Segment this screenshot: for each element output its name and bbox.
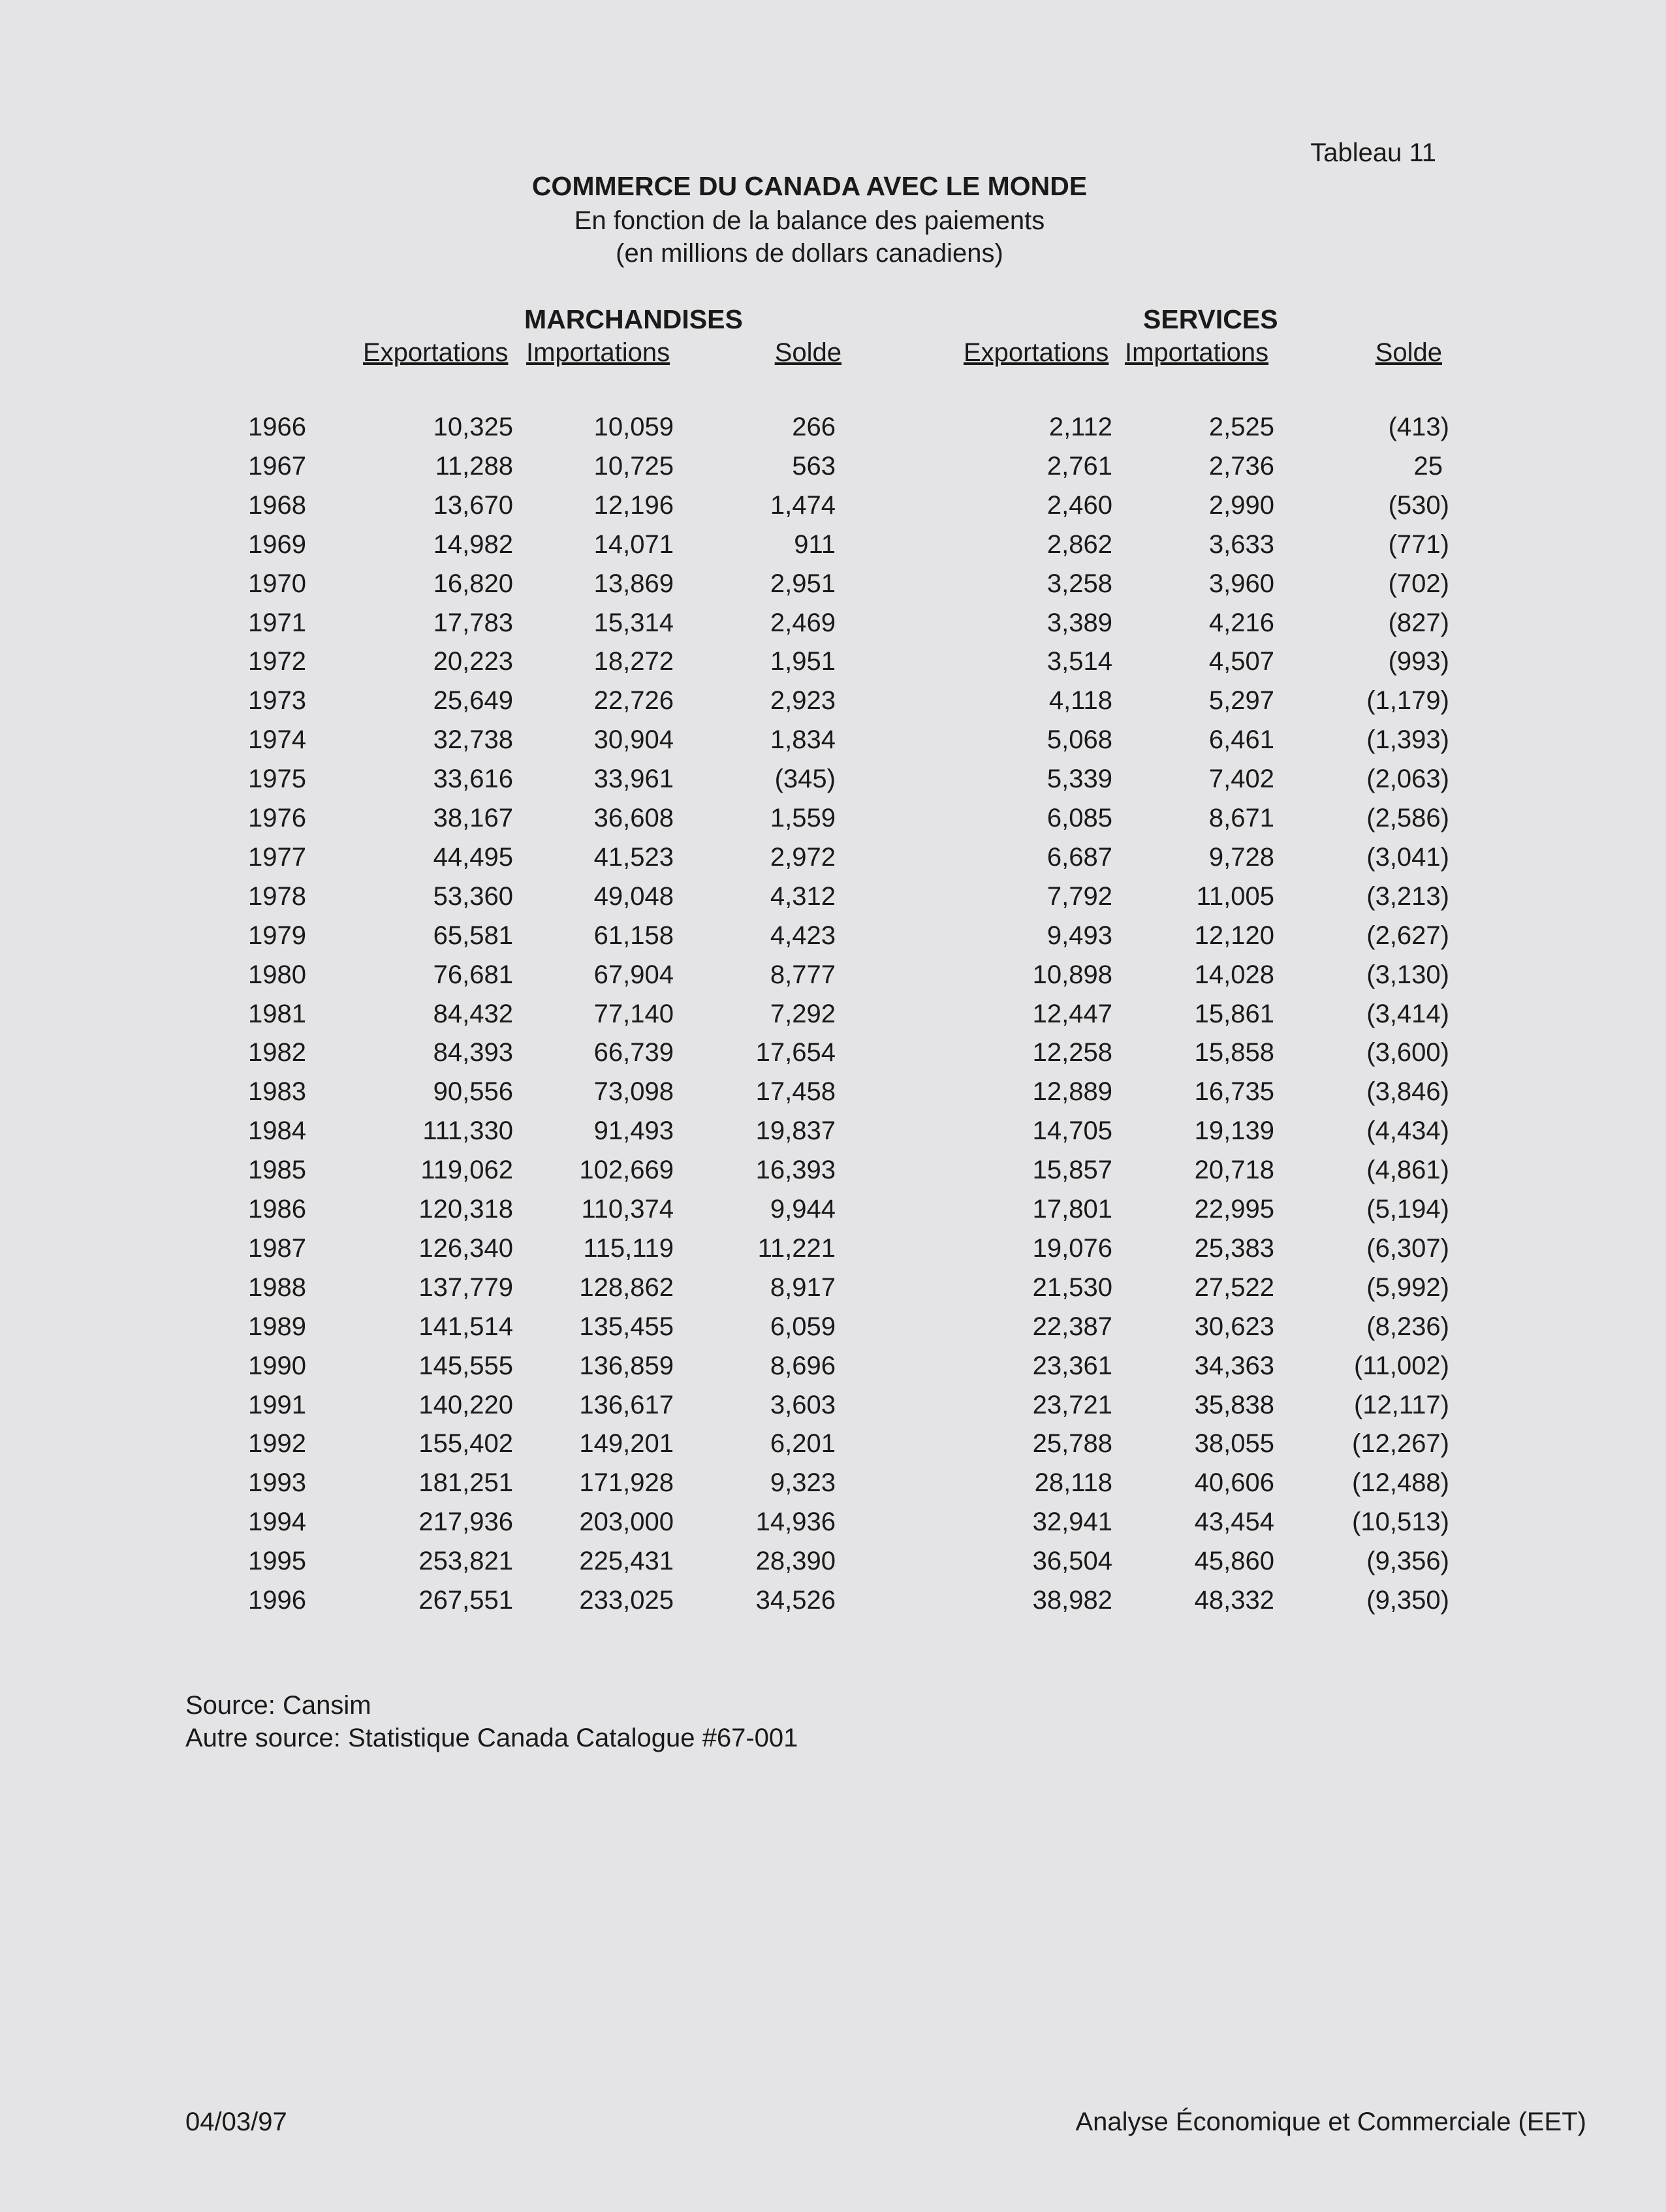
merch-exports-cell: 13,670 (433, 491, 513, 520)
merch-exports-cell: 16,820 (433, 569, 513, 598)
merch-imports-cell: 225,431 (579, 1547, 674, 1575)
services-balance-cell: (12,488) (1352, 1468, 1449, 1497)
merch-balance-cell: 17,654 (755, 1038, 836, 1067)
merch-imports-cell: 36,608 (593, 804, 674, 832)
services-balance-cell: (6,307) (1366, 1234, 1449, 1263)
services-balance-cell: (12,117) (1353, 1391, 1449, 1419)
merch-imports-cell: 73,098 (593, 1077, 674, 1106)
services-exports-cell: 4,118 (1048, 686, 1112, 715)
row-year: 1996 (248, 1586, 306, 1615)
merch-imports-cell: 110,374 (581, 1195, 674, 1224)
services-imports-cell: 6,461 (1208, 725, 1274, 754)
merch-balance-cell: 6,201 (770, 1429, 836, 1458)
row-year: 1993 (248, 1468, 306, 1497)
merch-exports-cell: 10,325 (433, 413, 513, 441)
group-header-services: SERVICES (1143, 304, 1278, 334)
services-balance-cell: (8,236) (1366, 1312, 1449, 1341)
merch-exports-cell: 119,062 (420, 1156, 513, 1184)
row-year: 1968 (248, 491, 306, 520)
merch-exports-cell: 25,649 (433, 686, 513, 715)
merch-imports-cell: 12,196 (593, 491, 674, 520)
services-exports-cell: 2,761 (1046, 452, 1112, 481)
row-year: 1981 (248, 1000, 306, 1028)
merch-balance-cell: 2,951 (770, 569, 836, 598)
merch-balance-cell: 911 (794, 530, 836, 559)
column-header-merch-exports: Exportations (363, 338, 509, 367)
services-imports-cell: 14,028 (1194, 960, 1274, 989)
services-exports-cell: 2,862 (1046, 530, 1112, 559)
services-imports-cell: 20,718 (1194, 1156, 1274, 1184)
column-header-services-balance: Solde (1375, 338, 1442, 367)
services-balance-cell: (2,627) (1366, 921, 1449, 950)
row-year: 1970 (248, 569, 306, 598)
services-exports-cell: 3,514 (1046, 647, 1112, 676)
column-header-services-imports: Importations (1125, 338, 1269, 367)
merch-balance-cell: 1,834 (770, 725, 836, 754)
merch-balance-cell: 266 (792, 413, 836, 441)
row-year: 1974 (248, 725, 306, 754)
services-exports-cell: 2,112 (1048, 413, 1112, 441)
services-imports-cell: 38,055 (1194, 1429, 1274, 1458)
merch-balance-cell: 34,526 (755, 1586, 836, 1615)
services-balance-cell: (4,861) (1366, 1156, 1449, 1184)
services-imports-cell: 4,216 (1208, 608, 1274, 637)
services-exports-cell: 23,721 (1032, 1391, 1112, 1419)
services-balance-cell: (9,350) (1366, 1586, 1449, 1615)
merch-exports-cell: 120,318 (418, 1195, 513, 1224)
row-year: 1980 (248, 960, 306, 989)
services-balance-cell: (3,846) (1366, 1077, 1449, 1106)
row-year: 1989 (248, 1312, 306, 1341)
merch-imports-cell: 61,158 (593, 921, 674, 950)
merch-imports-cell: 10,059 (593, 413, 674, 441)
merch-exports-cell: 145,555 (418, 1351, 513, 1380)
merch-exports-cell: 32,738 (433, 725, 513, 754)
services-imports-cell: 3,960 (1208, 569, 1274, 598)
merch-balance-cell: 9,323 (770, 1468, 836, 1497)
services-exports-cell: 22,387 (1032, 1312, 1112, 1341)
services-imports-cell: 11,005 (1196, 882, 1274, 911)
services-balance-cell: (4,434) (1366, 1116, 1449, 1145)
services-imports-cell: 9,728 (1208, 843, 1274, 872)
services-balance-cell: (1,393) (1366, 725, 1449, 754)
services-imports-cell: 35,838 (1194, 1391, 1274, 1419)
services-imports-cell: 8,671 (1208, 804, 1274, 832)
merch-balance-cell: 17,458 (755, 1077, 836, 1106)
merch-balance-cell: 563 (792, 452, 836, 481)
merch-exports-cell: 217,936 (418, 1508, 513, 1536)
merch-exports-cell: 14,982 (433, 530, 513, 559)
services-balance-cell: (2,586) (1366, 804, 1449, 832)
services-exports-cell: 7,792 (1046, 882, 1112, 911)
services-balance-cell: (993) (1388, 647, 1449, 676)
merch-exports-cell: 111,330 (422, 1116, 513, 1145)
services-balance-cell: (10,513) (1352, 1508, 1449, 1536)
services-balance-cell: (3,130) (1366, 960, 1449, 989)
column-header-services-exports: Exportations (964, 338, 1109, 367)
merch-exports-cell: 84,393 (433, 1038, 513, 1067)
merch-exports-cell: 137,779 (418, 1273, 513, 1302)
services-balance-cell: (2,063) (1366, 765, 1449, 793)
row-year: 1987 (248, 1234, 306, 1263)
row-year: 1984 (248, 1116, 306, 1145)
services-imports-cell: 15,858 (1194, 1038, 1274, 1067)
merch-exports-cell: 44,495 (433, 843, 513, 872)
row-year: 1966 (248, 413, 306, 441)
services-imports-cell: 48,332 (1194, 1586, 1274, 1615)
merch-balance-cell: 28,390 (755, 1547, 836, 1575)
row-year: 1979 (248, 921, 306, 950)
merch-balance-cell: 9,944 (770, 1195, 836, 1224)
merch-balance-cell: 7,292 (770, 1000, 836, 1028)
services-imports-cell: 34,363 (1194, 1351, 1274, 1380)
merch-balance-cell: 2,972 (770, 843, 836, 872)
row-year: 1967 (248, 452, 306, 481)
services-imports-cell: 3,633 (1208, 530, 1274, 559)
services-imports-cell: 4,507 (1208, 647, 1274, 676)
merch-imports-cell: 49,048 (593, 882, 674, 911)
services-balance-cell: (702) (1388, 569, 1449, 598)
services-imports-cell: 40,606 (1194, 1468, 1274, 1497)
merch-imports-cell: 149,201 (579, 1429, 674, 1458)
merch-imports-cell: 171,928 (579, 1468, 674, 1497)
merch-imports-cell: 33,961 (593, 765, 674, 793)
services-exports-cell: 25,788 (1032, 1429, 1112, 1458)
services-imports-cell: 2,525 (1208, 413, 1274, 441)
services-exports-cell: 6,085 (1046, 804, 1112, 832)
merch-exports-cell: 38,167 (433, 804, 513, 832)
row-year: 1977 (248, 843, 306, 872)
services-exports-cell: 3,258 (1046, 569, 1112, 598)
merch-imports-cell: 77,140 (593, 1000, 674, 1028)
row-year: 1969 (248, 530, 306, 559)
merch-exports-cell: 181,251 (418, 1468, 513, 1497)
merch-exports-cell: 33,616 (433, 765, 513, 793)
merch-balance-cell: 8,777 (770, 960, 836, 989)
services-exports-cell: 2,460 (1046, 491, 1112, 520)
merch-exports-cell: 155,402 (418, 1429, 513, 1458)
row-year: 1990 (248, 1351, 306, 1380)
services-exports-cell: 12,447 (1032, 1000, 1112, 1028)
merch-exports-cell: 84,432 (433, 1000, 513, 1028)
row-year: 1983 (248, 1077, 306, 1106)
services-imports-cell: 16,735 (1194, 1077, 1274, 1106)
merch-balance-cell: 8,696 (770, 1351, 836, 1380)
services-balance-cell: (9,356) (1366, 1547, 1449, 1575)
services-exports-cell: 10,898 (1032, 960, 1112, 989)
merch-imports-cell: 233,025 (579, 1586, 674, 1615)
services-balance-cell: (413) (1388, 413, 1449, 441)
merch-imports-cell: 14,071 (593, 530, 674, 559)
merch-balance-cell: 14,936 (755, 1508, 836, 1536)
row-year: 1988 (248, 1273, 306, 1302)
merch-exports-cell: 11,288 (435, 452, 513, 481)
services-balance-cell: (3,213) (1366, 882, 1449, 911)
merch-imports-cell: 115,119 (583, 1234, 674, 1263)
services-exports-cell: 5,068 (1046, 725, 1112, 754)
services-imports-cell: 2,736 (1208, 452, 1274, 481)
row-year: 1978 (248, 882, 306, 911)
services-imports-cell: 25,383 (1194, 1234, 1274, 1263)
services-exports-cell: 15,857 (1032, 1156, 1112, 1184)
services-exports-cell: 12,889 (1032, 1077, 1112, 1106)
services-balance-cell: (771) (1388, 530, 1449, 559)
merch-exports-cell: 20,223 (433, 647, 513, 676)
merch-balance-cell: 3,603 (770, 1391, 836, 1419)
row-year: 1976 (248, 804, 306, 832)
row-year: 1975 (248, 765, 306, 793)
merch-imports-cell: 136,859 (579, 1351, 674, 1380)
column-header-merch-balance: Solde (774, 338, 841, 367)
services-balance-cell: (5,194) (1366, 1195, 1449, 1224)
services-imports-cell: 15,861 (1194, 1000, 1274, 1028)
services-imports-cell: 7,402 (1208, 765, 1274, 793)
services-imports-cell: 19,139 (1194, 1116, 1274, 1145)
group-header-merchandise: MARCHANDISES (524, 304, 743, 334)
services-exports-cell: 6,687 (1046, 843, 1112, 872)
services-balance-cell: (12,267) (1352, 1429, 1449, 1458)
merch-balance-cell: 16,393 (755, 1156, 836, 1184)
merch-balance-cell: 6,059 (770, 1312, 836, 1341)
services-imports-cell: 30,623 (1194, 1312, 1274, 1341)
services-exports-cell: 36,504 (1032, 1547, 1112, 1575)
merch-exports-cell: 253,821 (418, 1547, 513, 1575)
merch-imports-cell: 22,726 (593, 686, 674, 715)
merch-exports-cell: 17,783 (433, 608, 513, 637)
merch-imports-cell: 10,725 (593, 452, 674, 481)
merch-imports-cell: 91,493 (593, 1116, 674, 1145)
services-exports-cell: 38,982 (1032, 1586, 1112, 1615)
merch-imports-cell: 30,904 (593, 725, 674, 754)
merch-imports-cell: 15,314 (593, 608, 674, 637)
footer-organization: Analyse Économique et Commerciale (EET) (1075, 2108, 1586, 2136)
services-exports-cell: 28,118 (1034, 1468, 1112, 1497)
services-imports-cell: 2,990 (1208, 491, 1274, 520)
merch-imports-cell: 41,523 (593, 843, 674, 872)
services-imports-cell: 27,522 (1194, 1273, 1274, 1302)
row-year: 1971 (248, 608, 306, 637)
services-exports-cell: 17,801 (1032, 1195, 1112, 1224)
merch-exports-cell: 126,340 (418, 1234, 513, 1263)
services-balance-cell: 25 (1413, 452, 1443, 481)
services-balance-cell: (11,002) (1353, 1351, 1449, 1380)
merch-imports-cell: 18,272 (593, 647, 674, 676)
merch-exports-cell: 53,360 (433, 882, 513, 911)
services-balance-cell: (827) (1388, 608, 1449, 637)
merch-balance-cell: (345) (774, 765, 836, 793)
merch-balance-cell: 2,469 (770, 608, 836, 637)
merch-balance-cell: 1,951 (770, 647, 836, 676)
services-exports-cell: 12,258 (1032, 1038, 1112, 1067)
row-year: 1994 (248, 1508, 306, 1536)
merch-imports-cell: 66,739 (593, 1038, 674, 1067)
row-year: 1986 (248, 1195, 306, 1224)
row-year: 1991 (248, 1391, 306, 1419)
merch-exports-cell: 76,681 (433, 960, 513, 989)
services-imports-cell: 45,860 (1194, 1547, 1274, 1575)
source-note: Source: Cansim (185, 1691, 371, 1720)
page-label: Tableau 11 (1310, 138, 1436, 167)
row-year: 1973 (248, 686, 306, 715)
document-subtitle: En fonction de la balance des paiements (574, 206, 1045, 235)
row-year: 1985 (248, 1156, 306, 1184)
column-header-merch-imports: Importations (526, 338, 670, 367)
row-year: 1995 (248, 1547, 306, 1575)
merch-exports-cell: 140,220 (418, 1391, 513, 1419)
merch-imports-cell: 13,869 (593, 569, 674, 598)
document-date: 04/03/97 (185, 2108, 287, 2136)
row-year: 1992 (248, 1429, 306, 1458)
merch-imports-cell: 67,904 (593, 960, 674, 989)
services-exports-cell: 32,941 (1032, 1508, 1112, 1536)
services-balance-cell: (3,041) (1366, 843, 1449, 872)
document-title: COMMERCE DU CANADA AVEC LE MONDE (531, 171, 1088, 201)
services-imports-cell: 5,297 (1208, 686, 1274, 715)
row-year: 1982 (248, 1038, 306, 1067)
other-source-note: Autre source: Statistique Canada Catalogue #67-001 (185, 1724, 798, 1752)
services-balance-cell: (530) (1388, 491, 1449, 520)
services-exports-cell: 19,076 (1032, 1234, 1112, 1263)
merch-exports-cell: 65,581 (433, 921, 513, 950)
services-balance-cell: (3,600) (1366, 1038, 1449, 1067)
services-imports-cell: 12,120 (1194, 921, 1274, 950)
services-exports-cell: 23,361 (1032, 1351, 1112, 1380)
merch-imports-cell: 135,455 (579, 1312, 674, 1341)
merch-exports-cell: 90,556 (433, 1077, 513, 1106)
services-balance-cell: (5,992) (1366, 1273, 1449, 1302)
services-imports-cell: 22,995 (1194, 1195, 1274, 1224)
merch-balance-cell: 11,221 (757, 1234, 836, 1263)
services-exports-cell: 5,339 (1046, 765, 1112, 793)
services-exports-cell: 3,389 (1046, 608, 1112, 637)
merch-imports-cell: 136,617 (579, 1391, 674, 1419)
services-balance-cell: (1,179) (1366, 686, 1449, 715)
merch-imports-cell: 102,669 (579, 1156, 674, 1184)
merch-exports-cell: 267,551 (418, 1586, 513, 1615)
services-exports-cell: 21,530 (1032, 1273, 1112, 1302)
merch-imports-cell: 128,862 (579, 1273, 674, 1302)
merch-imports-cell: 203,000 (579, 1508, 674, 1536)
merch-balance-cell: 4,423 (770, 921, 836, 950)
services-exports-cell: 14,705 (1032, 1116, 1112, 1145)
row-year: 1972 (248, 647, 306, 676)
merch-balance-cell: 4,312 (770, 882, 836, 911)
services-exports-cell: 9,493 (1046, 921, 1112, 950)
merch-balance-cell: 19,837 (755, 1116, 836, 1145)
merch-balance-cell: 8,917 (770, 1273, 836, 1302)
document-unit-note: (en millions de dollars canadiens) (616, 239, 1003, 268)
services-imports-cell: 43,454 (1194, 1508, 1274, 1536)
merch-balance-cell: 1,474 (770, 491, 836, 520)
merch-balance-cell: 2,923 (770, 686, 836, 715)
services-balance-cell: (3,414) (1366, 1000, 1449, 1028)
merch-balance-cell: 1,559 (770, 804, 836, 832)
merch-exports-cell: 141,514 (418, 1312, 513, 1341)
